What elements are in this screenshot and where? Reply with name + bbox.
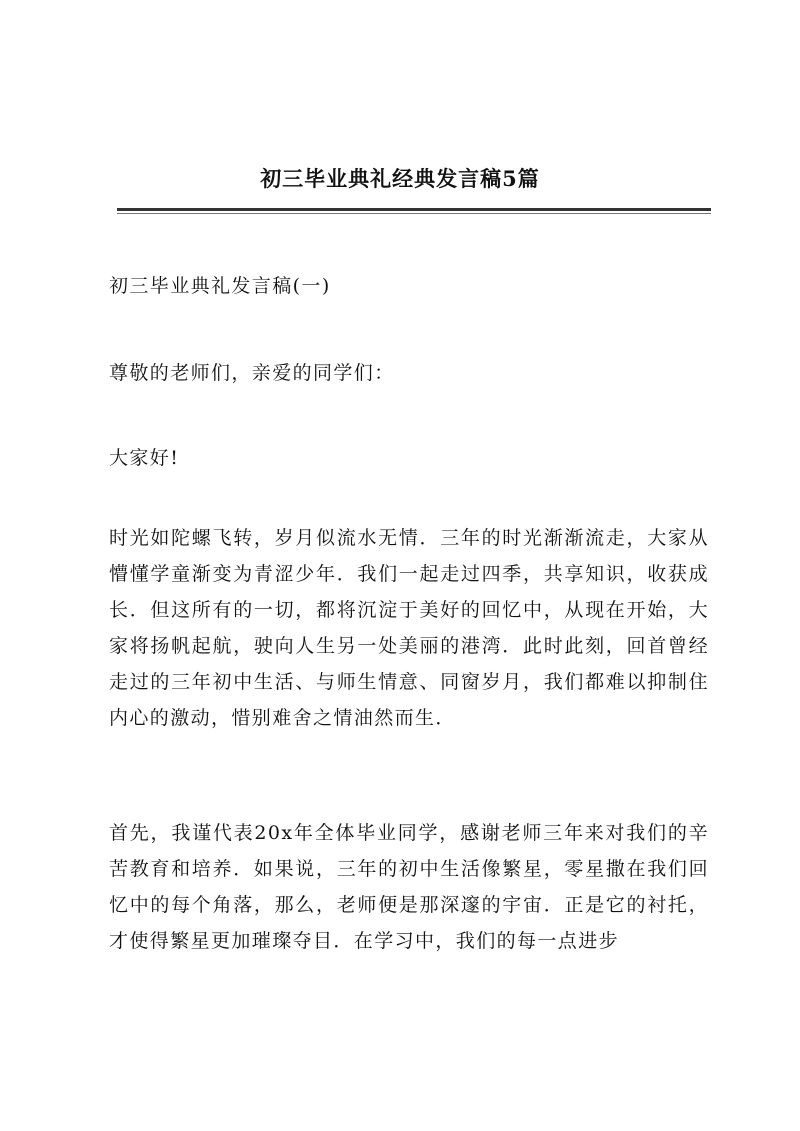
title-divider (117, 208, 711, 211)
paragraph-2: 首先，我谨代表20x年全体毕业同学，感谢老师三年来对我们的辛苦教育和培养．如果说，三年的初中生活像繁星，零星撒在我们回忆中的每个角落，那么，老师便是那深邃的宇宙．正是它的衬托，才使得繁星更加璀璨夺目．在学习中，我们的每一点进步 (109, 822, 709, 952)
title-divider-thin (117, 213, 711, 214)
document-title: 初三毕业典礼经典发言稿5篇 (260, 166, 540, 191)
section-heading: 初三毕业典礼发言稿(一) (109, 275, 331, 297)
paragraph-1: 时光如陀螺飞转，岁月似流水无情．三年的时光渐渐流走，大家从懵懂学童渐变为青涩少年．我们一起走过四季，共享知识，收获成长．但这所有的一切，都将沉淀于美好的回忆中，从现在开始，大家将扬帆起航，驶向人生另一处美丽的港湾．此时此刻，回首曾经走过的三年初中生活、与师生情意、同窗岁月，我们都难以抑制住内心的激动，惜别难舍之情油然而生． (109, 527, 709, 729)
salutation: 尊敬的老师们，亲爱的同学们： (109, 362, 395, 384)
greeting: 大家好! (109, 447, 180, 469)
